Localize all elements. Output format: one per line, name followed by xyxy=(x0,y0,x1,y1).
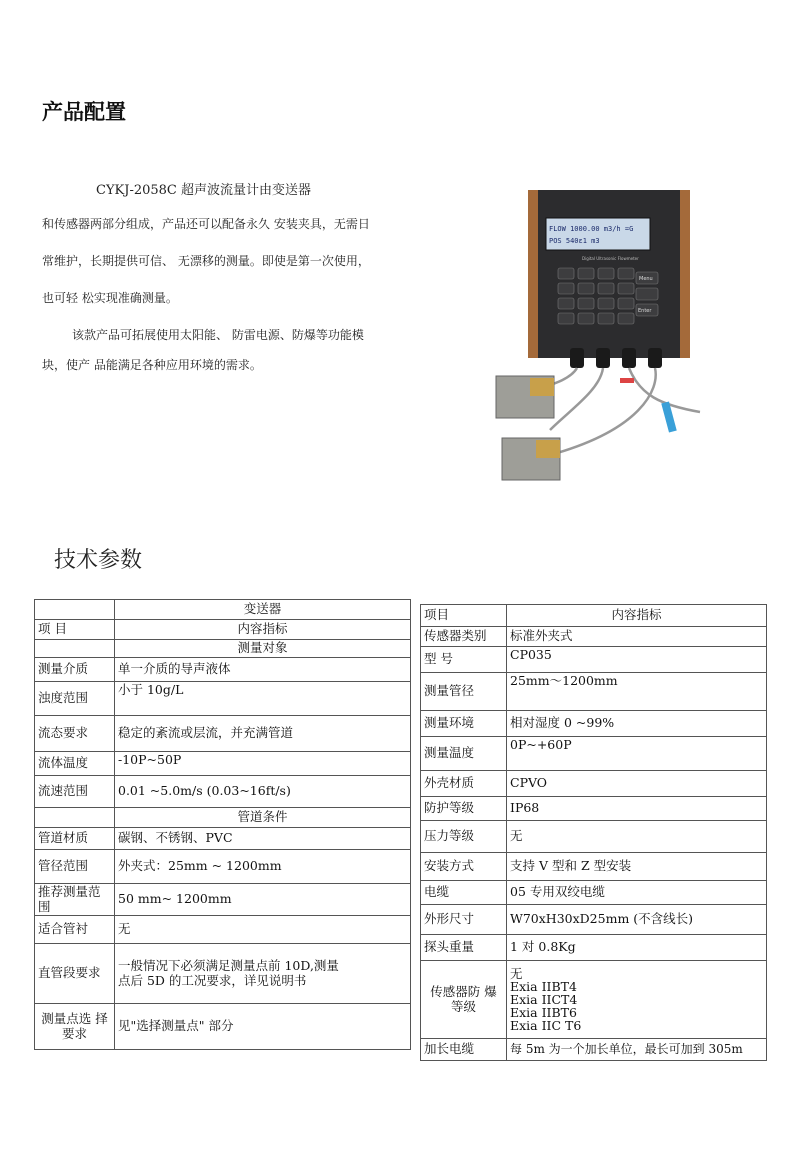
enter-key: Enter xyxy=(638,308,652,314)
table-row: 推荐测量范围 50 mm~ 1200mm xyxy=(35,884,411,916)
table-row: 传感器防 爆 等级 无 Exia IIBT4 Exia IICT4 Exia IIBT6 Exia IIC T6 xyxy=(421,961,767,1039)
table-row: 外壳材质 CPVO xyxy=(421,771,767,797)
table-row: 测量点选 择 要求 见"选择测量点" 部分 xyxy=(35,1004,411,1050)
col-header-item: 项 目 xyxy=(35,620,115,640)
table-row: 型 号 CP035 xyxy=(421,647,767,673)
sensor-spec-table xyxy=(420,604,767,1061)
group-header: 测量对象 xyxy=(115,640,411,658)
page-title: 产品配置 xyxy=(42,100,126,124)
table-row: 压力等级 无 xyxy=(421,821,767,853)
table-row: 测量介质 单一介质的导声液体 xyxy=(35,658,411,682)
col-header-content: 内容指标 xyxy=(507,605,767,627)
lcd-line-2: POS 540ε1 m3 xyxy=(549,237,600,245)
table-row: 防护等级 IP68 xyxy=(421,797,767,821)
brand-label: Digital Ultrasonic Flowmeter xyxy=(582,256,639,261)
table-row: 测量温度 0P~+60P xyxy=(421,737,767,771)
col-header-content: 内容指标 xyxy=(115,620,411,640)
intro-line-1: CYKJ-2058C 超声波流量计由变送器 xyxy=(96,183,312,198)
section-title-specs: 技术参数 xyxy=(54,548,143,573)
lcd-line-1: FLOW 1000.00 m3/h =G xyxy=(549,225,634,233)
intro-line-4: 也可轻 松实现准确测量。 xyxy=(42,291,178,305)
table-row: 浊度范围 小于 10g/L xyxy=(35,682,411,716)
table-row: 适合管衬 无 xyxy=(35,916,411,944)
table-row: 测量管径 25mm～1200mm xyxy=(421,673,767,711)
table-row: 管道材质 碳钢、不锈钢、PVC xyxy=(35,828,411,850)
table-row: 流体温度 -10P~50P xyxy=(35,752,411,776)
table-row: 管径范围 外夹式：25mm ~ 1200mm xyxy=(35,850,411,884)
table-row: 加长电缆 每 5m 为一个加长单位，最长可加到 305m xyxy=(421,1039,767,1061)
table-header: 变送器 xyxy=(115,600,411,620)
intro-line-6: 块，使产 品能满足各种应用环境的需求。 xyxy=(42,358,262,372)
col-header-item: 项目 xyxy=(421,605,507,627)
intro-line-2: 和传感器两部分组成，产品还可以配备永久 安装夹具，无需日 xyxy=(42,217,370,231)
table-row: 流态要求 稳定的紊流或层流，并充满管道 xyxy=(35,716,411,752)
flowmeter-image xyxy=(490,180,710,510)
table-row: 传感器类别 标准外夹式 xyxy=(421,627,767,647)
table-row: 安装方式 支持 V 型和 Z 型安装 xyxy=(421,853,767,881)
table-row: 直管段要求 一般情况下必须满足测量点前 10D,测量 点后 5D 的工况要求，详见说明书 xyxy=(35,944,411,1004)
intro-line-3: 常维护，长期提供可信、 无漂移的测量。即使是第一次使用， xyxy=(42,254,370,268)
table-row: 外形尺寸 W70xH30xD25mm (不含线长) xyxy=(421,905,767,935)
transmitter-spec-table xyxy=(34,599,411,1050)
table-row: 流速范围 0.01 ~5.0m/s (0.03~16ft/s) xyxy=(35,776,411,808)
menu-key: Menu xyxy=(639,276,653,282)
table-row: 探头重量 1 对 0.8Kg xyxy=(421,935,767,961)
intro-line-5: 该款产品可拓展使用太阳能、 防雷电源、防爆等功能模 xyxy=(72,328,364,342)
table-row: 测量环境 相对湿度 0 ~99% xyxy=(421,711,767,737)
table-row: 电缆 05 专用双绞电缆 xyxy=(421,881,767,905)
group-header: 管道条件 xyxy=(115,808,411,828)
